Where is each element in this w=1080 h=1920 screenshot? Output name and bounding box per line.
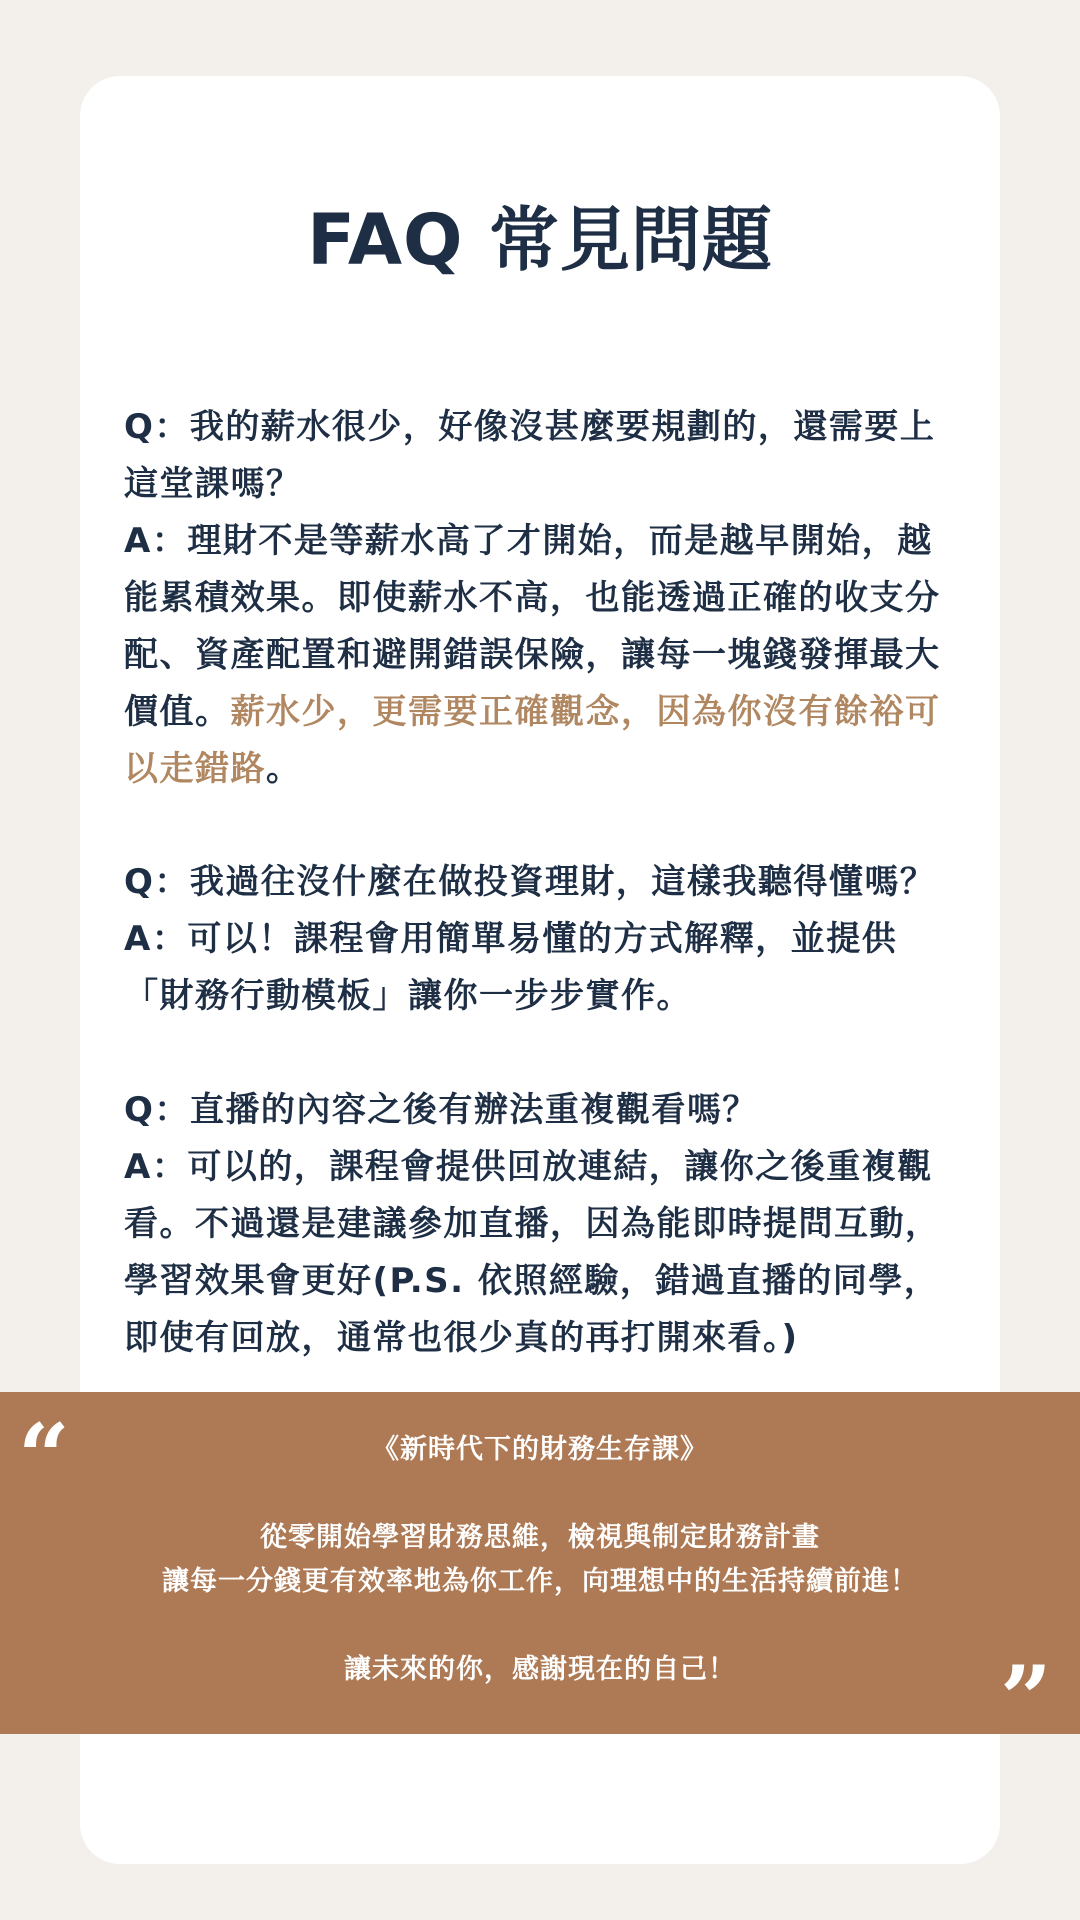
- faq-answer: [124, 513, 964, 798]
- faq-question: Q：我過往沒什麼在做投資理財，這樣我聽得懂嗎？: [124, 862, 936, 902]
- faq-question: Q：我的薪水很少，好像沒甚麼要規劃的，還需要上這堂課嗎？: [124, 407, 936, 504]
- faq-answer-highlight: 薪水少，更需要正確觀念，因為你沒有餘裕可以走錯路: [124, 692, 941, 789]
- faq-answer-text: A：理財不是等薪水高了才開始，而是越早開始，越能累積效果。即使薪水不高，也能透過正確的收支分配、資產配置和避開錯誤保險，讓每一塊錢發揮最大價值。: [124, 521, 941, 732]
- banner-line-2: 讓每一分錢更有效率地為你工作，向理想中的生活持續前進！: [162, 1566, 918, 1597]
- faq-item: [124, 854, 964, 1025]
- faq-answer-tail: 。: [266, 749, 302, 789]
- course-banner: [0, 1392, 1080, 1752]
- banner-line-1: 從零開始學習財務思維，檢視與制定財務計畫: [260, 1522, 820, 1553]
- faq-answer: A：可以的，課程會提供回放連結，讓你之後重複觀看。不過還是建議參加直播，因為能即時提問互動，學習效果會更好(P.S. 依照經驗，錯過直播的同學，即使有回放，通常也很少真的再打開來看。): [124, 1147, 941, 1358]
- faq-item: [124, 399, 964, 798]
- close-quote-icon: ”: [1000, 1646, 1052, 1752]
- page-title: FAQ 常見問題: [307, 199, 773, 281]
- faq-item: [124, 1082, 964, 1367]
- banner-tagline: 讓未來的你，感謝現在的自己！: [344, 1654, 736, 1685]
- faq-question: Q：直播的內容之後有辦法重複觀看嗎？: [124, 1090, 758, 1130]
- course-title: 《新時代下的財務生存課》: [372, 1434, 708, 1465]
- faq-answer: A：可以！課程會用簡單易懂的方式解釋，並提供「財務行動模板」讓你一步步實作。: [124, 919, 898, 1016]
- open-quote-icon: “: [18, 1404, 70, 1510]
